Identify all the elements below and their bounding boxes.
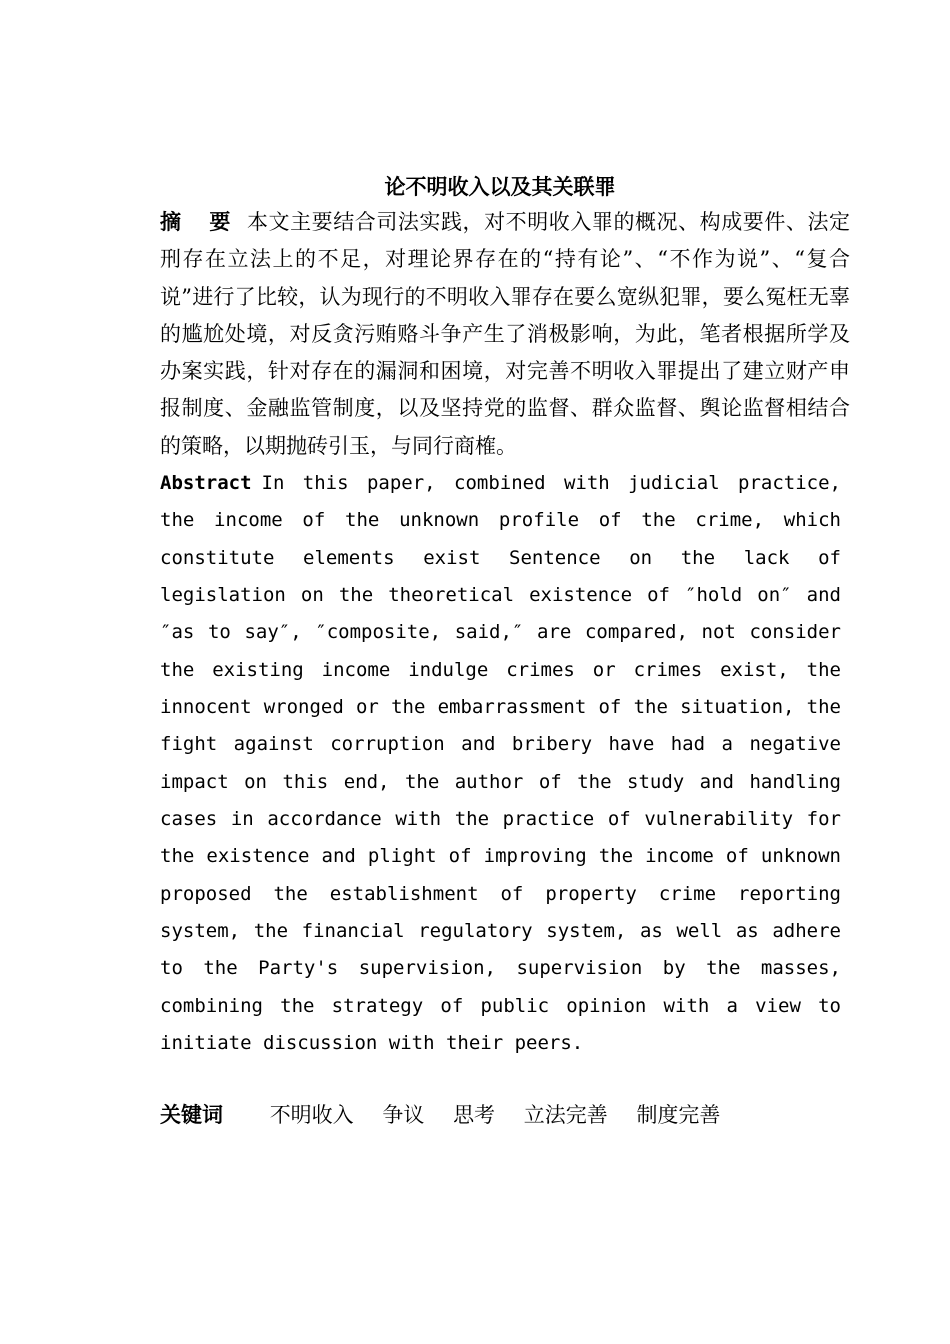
chinese-abstract-label: 摘 要 [160,210,241,234]
keyword-item: 思考 [453,1103,496,1127]
chinese-abstract [160,204,850,465]
english-abstract [160,465,841,1063]
keyword-item: 不明收入 [269,1103,354,1127]
chinese-abstract-text: 本文主要结合司法实践，对不明收入罪的概况、构成要件、法定刑存在立法上的不足，对理论界存在的“持有论”、“不作为说”、“复合说”进行了比较，认为现行的不明收入罪存在要么宽纵犯罪，要么冤枉无辜的尴尬处境，对反贪污贿赂斗争产生了消极影响，为此，笔者根据所学及办案实践，针对存在的漏洞和困境，对完善不明收入罪提出了建立财产申报制度、金融监管制度，以及坚持党的监督、群众监督、舆论监督相结合的策略，以期抛砖引玉，与同行商榷。 [160,210,851,458]
keyword-item: 制度完善 [636,1103,721,1127]
english-abstract-text: In this paper, combined with judicial practice, the income of the unknown profile of the crime, which constitute elements exist Sentence on the lack of legislation on the theoretical existence of ″hold on″ and ″as to say″, ″composite, said,″ are compared, not consider the existing income indulge crimes or crimes exist, the innocent wronged or the embarrassment of the situation, the fight against corruption and bribery have had a negative impact on this end, the author of the study and handling cases in accordance with the practice of vulnerability for the existence and plight of improving the income of unknown proposed the establishment of property crime reporting system, the financial regulatory system, as well as adhere to the Party's supervision, supervision by the masses, combining the strategy of public opinion with a view to initiate discussion with their peers. [160,472,841,1055]
keyword-item: 争议 [382,1103,425,1127]
keyword-item: 立法完善 [523,1103,608,1127]
document-title: 论不明收入以及其关联罪 [384,175,616,199]
keywords-label: 关键词 [160,1103,223,1127]
keywords-line [160,1097,860,1133]
english-abstract-label: Abstract [160,472,252,494]
